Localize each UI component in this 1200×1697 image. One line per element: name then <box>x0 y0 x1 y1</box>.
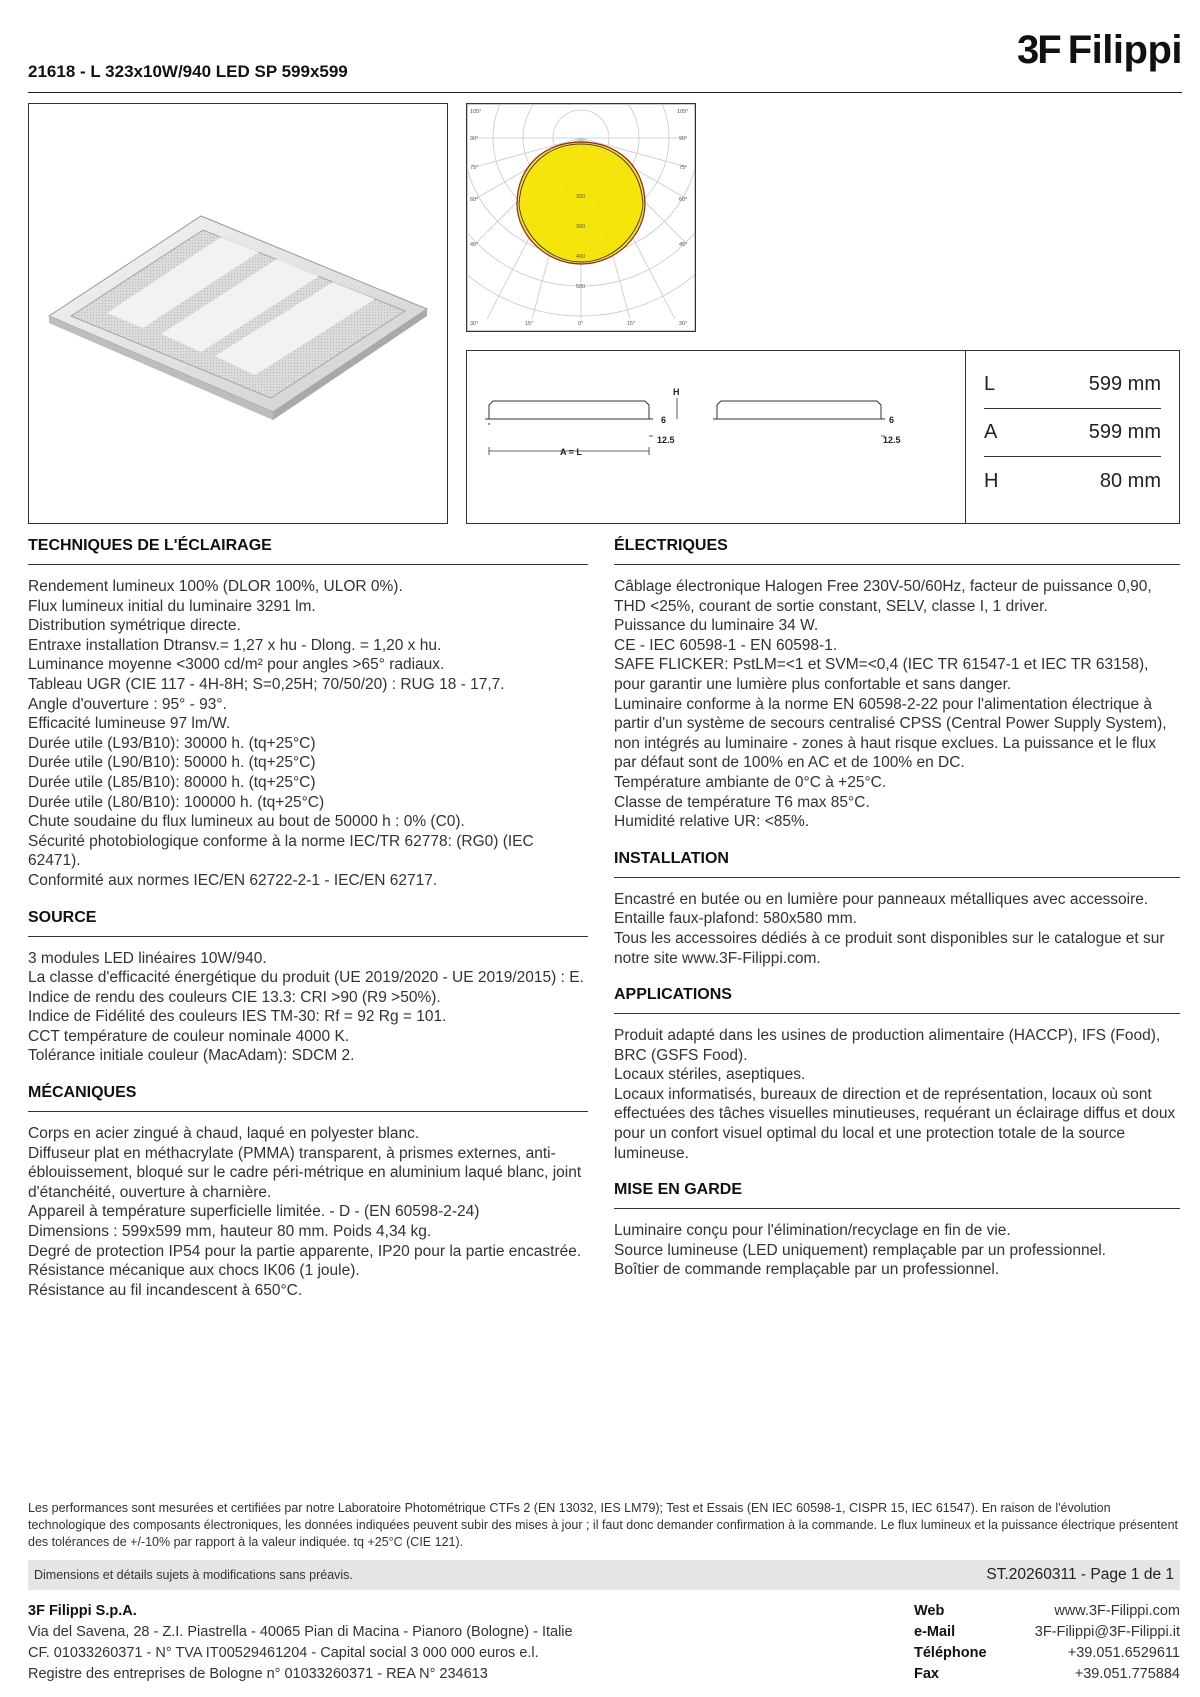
polar-angle-label: 75° <box>679 165 688 171</box>
section-drawing <box>467 351 965 523</box>
spec-section <box>614 1181 1180 1280</box>
spec-line: Distribution symétrique directe. <box>28 617 241 635</box>
contact-fax-value: +39.051.775884 <box>1074 1666 1180 1682</box>
spec-line: Produit adapté dans les usines de production alimentaire (HACCP), IFS (Food), BRC (GSFS Food). <box>614 1027 1161 1064</box>
spec-line: Locaux informatisés, bureaux de direction et de représentation, locaux où sont effectuées des tâches visuelles minutieuses, requérant un éclairage diffus et doux pour un confort visuel optimal du local et une protection totale de la source lumineuse. <box>614 1085 1176 1162</box>
company-address-line: Via del Savena, 28 - Z.I. Piastrella - 40065 Pian di Macina - Pianoro (Bologne) - Italie <box>28 1624 573 1640</box>
spec-section <box>28 537 588 891</box>
spec-line: Dimensions : 599x599 mm, hauteur 80 mm. Poids 4,34 kg. <box>28 1223 432 1241</box>
spec-line: Indice de rendu des couleurs CIE 13.3: CRI >90 (R9 >50%). <box>28 988 441 1006</box>
spec-column-left <box>28 537 588 1318</box>
luminaire-illustration <box>29 104 447 523</box>
spec-line: Diffuseur plat en méthacrylate (PMMA) transparent, à prismes externes, anti-éblouissement, bloqué sur le cadre péri-métrique en aluminium laqué blanc, joint d'étanchéité, ouverture à charnière. <box>28 1144 582 1201</box>
spec-line: Température ambiante de 0°C à +25°C. <box>614 773 887 791</box>
company-name: 3F Filippi S.p.A. <box>28 1603 137 1619</box>
spec-line: Indice de Fidélité des couleurs IES TM-30: Rf = 92 Rg = 101. <box>28 1008 447 1026</box>
spec-section <box>614 537 1180 832</box>
polar-radial-label: 400 <box>576 254 586 260</box>
spec-line: Classe de température T6 max 85°C. <box>614 793 870 811</box>
contact-phone-value: +39.051.6529611 <box>1067 1645 1180 1661</box>
polar-angle-label: 105° <box>677 109 689 115</box>
spec-line: Locaux stériles, aseptiques. <box>614 1066 806 1084</box>
spec-line: Boîtier de commande remplaçable par un professionnel. <box>614 1261 1000 1279</box>
spec-line: Durée utile (L93/B10): 30000 h. (tq+25°C) <box>28 734 316 752</box>
section-heading: INSTALLATION <box>614 850 1180 878</box>
product-title: 21618 - L 323x10W/940 LED SP 599x599 <box>28 62 348 81</box>
contact-web <box>914 1601 1180 1622</box>
distribution-curve-c0 <box>517 142 645 264</box>
spec-line: Flux lumineux initial du luminaire 3291 lm. <box>28 597 316 615</box>
company-info <box>28 1601 828 1685</box>
contact-web-link[interactable]: www.3F-Filippi.com <box>1054 1603 1180 1619</box>
dimension-row-l <box>984 361 1161 409</box>
page-reference: ST.20260311 - Page 1 de 1 <box>986 1566 1174 1583</box>
polar-radial-label: 500 <box>576 284 586 290</box>
spec-line: Degré de protection IP54 pour la partie apparente, IP20 pour la partie encastrée. <box>28 1242 582 1260</box>
spec-line: Angle d'ouverture : 95° - 93°. <box>28 695 227 713</box>
spec-line: Résistance au fil incandescent à 650°C. <box>28 1281 303 1299</box>
polar-radial-label: 300 <box>576 224 586 230</box>
spec-line: Entraxe installation Dtransv.= 1,27 x hu - Dlong. = 1,20 x hu. <box>28 636 442 654</box>
contact-label: Web <box>914 1603 945 1619</box>
spec-line: Durée utile (L85/B10): 80000 h. (tq+25°C) <box>28 773 316 791</box>
label-a-equals-l: A = L <box>560 447 582 457</box>
polar-angle-label: 45° <box>679 242 688 248</box>
dimensions-table <box>965 351 1179 523</box>
spec-line: Chute soudaine du flux lumineux au bout de 50000 h : 0% (C0). <box>28 813 465 831</box>
brand-logo <box>1017 28 1182 73</box>
spec-line: Puissance du luminaire 34 W. <box>614 617 819 635</box>
spec-line: Luminaire conçu pour l'élimination/recyclage en fin de vie. <box>614 1222 1011 1240</box>
section-heading: MISE EN GARDE <box>614 1181 1180 1209</box>
contact-info <box>914 1601 1180 1685</box>
contact-fax <box>914 1664 1180 1685</box>
spec-column-right <box>614 537 1180 1298</box>
spec-line: Conformité aux normes IEC/EN 62722-2-1 - IEC/EN 62717. <box>28 871 438 889</box>
dimension-value: 599 mm <box>1088 373 1161 395</box>
spec-section <box>28 1084 588 1300</box>
polar-bottom-label: 15° <box>627 321 636 327</box>
spec-line: Sécurité photobiologique conforme à la norme IEC/TR 62778: (RG0) (IEC 62471). <box>28 832 534 870</box>
polar-angle-label: 75° <box>470 165 479 171</box>
spec-section <box>614 850 1180 968</box>
section-heading: APPLICATIONS <box>614 986 1180 1014</box>
polar-radial-label: 200 <box>576 194 586 200</box>
dimensions-panel <box>466 350 1180 524</box>
polar-angle-label: 30° <box>470 321 479 327</box>
polar-angle-label: 60° <box>679 197 688 203</box>
spec-line: Efficacité lumineuse 97 lm/W. <box>28 715 231 733</box>
dimension-value: 599 mm <box>1088 421 1161 443</box>
section-heading: TECHNIQUES DE L'ÉCLAIRAGE <box>28 537 588 565</box>
spec-line: Résistance mécanique aux chocs IK06 (1 joule). <box>28 1262 360 1280</box>
modification-notice: Dimensions et détails sujets à modifications sans préavis. <box>34 1568 353 1582</box>
spec-line: SAFE FLICKER: PstLM=<1 et SVM=<0,4 (IEC TR 61547-1 et IEC TR 63158), pour garantir une lumière plus confortable et sans danger. <box>614 656 1149 693</box>
spec-line: Tableau UGR (CIE 117 - 4H-8H; S=0,25H; 70/50/20) : RUG 18 - 17,7. <box>28 675 505 693</box>
spec-line: Rendement lumineux 100% (DLOR 100%, ULOR 0%). <box>28 578 403 595</box>
dimension-value: 80 mm <box>1099 469 1161 492</box>
spec-line: Durée utile (L90/B10): 50000 h. (tq+25°C) <box>28 754 316 772</box>
product-photo <box>28 103 448 524</box>
polar-bottom-label: 0° <box>578 321 584 327</box>
spec-line: Durée utile (L80/B10): 100000 h. (tq+25°C) <box>28 793 325 811</box>
spec-section <box>614 986 1180 1163</box>
spec-line: Appareil à température superficielle limitée. - D - (EN 60598-2-24) <box>28 1203 480 1221</box>
dimension-label: L <box>984 373 996 395</box>
contact-label: Téléphone <box>914 1645 987 1661</box>
spec-line: Tolérance initiale couleur (MacAdam): SDCM 2. <box>28 1047 355 1065</box>
spec-line: Corps en acier zingué à chaud, laqué en polyester blanc. <box>28 1125 420 1143</box>
contact-email-link[interactable]: 3F-Filippi@3F-Filippi.it <box>1034 1624 1180 1640</box>
dimension-row-a <box>984 409 1161 457</box>
section-heading: SOURCE <box>28 909 588 937</box>
polar-angle-label: 60° <box>470 197 479 203</box>
polar-angle-label: 30° <box>679 321 688 327</box>
dimension-label: H <box>984 469 999 492</box>
polar-angle-label: 45° <box>470 242 479 248</box>
label-6-right: 6 <box>889 415 895 425</box>
footer-bar <box>28 1560 1180 1590</box>
label-12-5-left: 12.5 <box>657 435 675 445</box>
logo-mark: 3F <box>1017 28 1060 72</box>
spec-line: Encastré en butée ou en lumière pour panneaux métalliques avec accessoire. <box>614 890 1149 908</box>
section-heading: ÉLECTRIQUES <box>614 537 1180 565</box>
spec-line: Source lumineuse (LED uniquement) remplaçable par un professionnel. <box>614 1241 1106 1259</box>
header-divider <box>28 92 1182 93</box>
company-address-line: CF. 01033260371 - N° TVA IT00529461204 - Capital social 3 000 000 euros e.l. <box>28 1645 539 1661</box>
contact-email <box>914 1622 1180 1643</box>
dimension-row-h <box>984 457 1161 505</box>
polar-curve-chart <box>467 104 695 331</box>
spec-line: La classe d'efficacité énergétique du produit (UE 2019/2020 - UE 2019/2015) : E. <box>28 969 584 987</box>
spec-line: Luminaire conforme à la norme EN 60598-2-22 pour l'alimentation électrique à partir d'un système de secours centralisé CPSS (Central Power Supply System), non intégrés au luminaire - zones à haut risque exclues. La puissance et le flux par défaut sont de 100% en AC et de 100% en DC. <box>614 695 1167 772</box>
polar-angle-label: 90° <box>470 136 479 142</box>
logo-text: Filippi <box>1067 28 1182 72</box>
polar-angle-label: 105° <box>470 109 482 115</box>
contact-phone <box>914 1643 1180 1664</box>
spec-line: Câblage électronique Halogen Free 230V-50/60Hz, facteur de puissance 0,90, THD <25%, courant de sortie constant, SELV, classe I, 1 driver. <box>614 578 1152 615</box>
spec-line: Entaille faux-plafond: 580x580 mm. <box>614 910 857 928</box>
section-heading: MÉCANIQUES <box>28 1084 588 1112</box>
contact-label: Fax <box>914 1666 939 1682</box>
contact-label: e-Mail <box>914 1624 956 1640</box>
spec-section <box>28 909 588 1067</box>
dimension-drawing <box>467 351 965 523</box>
dimension-label: A <box>984 421 998 443</box>
spec-line: Luminance moyenne <3000 cd/m² pour angles >65° radiaux. <box>28 656 445 674</box>
polar-angle-label: 90° <box>679 136 688 142</box>
spec-line: CE - IEC 60598-1 - EN 60598-1. <box>614 636 838 654</box>
spec-line: 3 modules LED linéaires 10W/940. <box>28 949 267 967</box>
spec-line: Tous les accessoires dédiés à ce produit sont disponibles sur le catalogue et sur notre site www.3F-Filippi.com. <box>614 929 1165 967</box>
label-12-5-right: 12.5 <box>883 435 901 445</box>
spec-line: CCT température de couleur nominale 4000 K. <box>28 1027 350 1045</box>
polar-diagram <box>466 103 696 332</box>
company-address-line: Registre des entreprises de Bologne n° 01033260371 - REA N° 234613 <box>28 1666 488 1682</box>
label-h: H <box>673 387 680 397</box>
polar-bottom-label: 15° <box>525 321 534 327</box>
spec-line: Humidité relative UR: <85%. <box>614 813 810 831</box>
performance-disclaimer: Les performances sont mesurées et certifiées par notre Laboratoire Photométrique CTFs 2 (EN 13032, IES LM79); Test et Essais (EN IEC 60598-1, CISPR 15, IEC 61547). En raison de l'évolution technologique des composants électroniques, les données indiquées peuvent subir des mises à jour ; il faut donc demander confirmation à la commande. Le flux lumineux et la puissance électrique présentent des tolérances de +/-10% par rapport à la valeur indiquée. tq +25°C (CIE 121). <box>28 1501 1178 1549</box>
label-6-left: 6 <box>661 415 667 425</box>
